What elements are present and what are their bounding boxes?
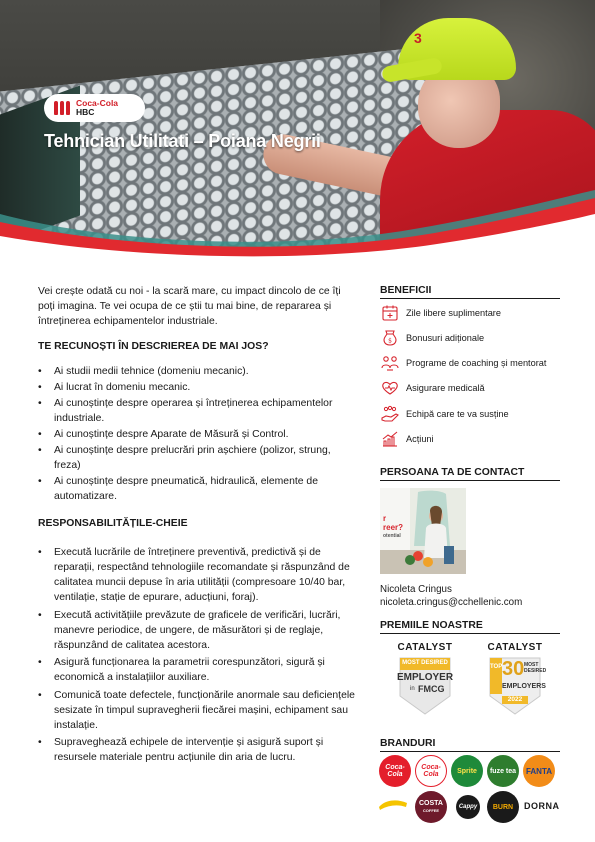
list-item: • Ai cunoștințe despre Aparate de Măsură și Control. <box>38 427 358 442</box>
list-item: • Ai cunoștințe despre prelucrări prin așchiere (polizor, strung, freza) <box>38 443 358 473</box>
cap-logo: 3 <box>414 30 422 46</box>
benefit-item <box>380 328 484 348</box>
medical-heart-icon <box>380 378 400 398</box>
award-line: MOST DESIRED <box>524 662 547 674</box>
divider <box>380 298 560 299</box>
coaching-icon <box>380 353 400 373</box>
coca-cola-hbc-logo <box>44 94 145 122</box>
responsibilities-heading: RESPONSABILITĂȚILE-CHEIE <box>38 518 188 529</box>
list-item: • Comunică toate defectele, funcționările anormale sau deficiențele sesizate în timpul supravegherii fiecărei mașini, echipament sau instalație. <box>38 688 358 733</box>
coca-cola-logo: Coca-Cola <box>379 755 411 787</box>
photo-sign-text: otential <box>383 533 401 539</box>
benefit-item <box>380 303 501 323</box>
contact-photo <box>380 488 466 574</box>
hero-banner <box>0 0 595 262</box>
burn-logo: BURN <box>487 791 519 823</box>
requirements-list <box>38 364 358 505</box>
fuze-tea-logo: fuze tea <box>487 755 519 787</box>
award-year: 2022 <box>507 696 523 703</box>
benefit-label: Programe de coaching și mentorat <box>406 358 547 368</box>
award-line: FMCG <box>418 684 445 694</box>
photo-sign-text: reer? <box>383 523 404 532</box>
benefit-item <box>380 353 546 373</box>
benefit-item <box>380 378 485 398</box>
contact-heading: PERSOANA TA DE CONTACT <box>380 467 525 478</box>
divider <box>380 751 560 752</box>
costa-sub-text: COFFEE <box>422 808 440 813</box>
stocks-chart-icon <box>380 429 400 449</box>
award-line: in <box>410 686 415 692</box>
team-hand-icon <box>380 404 400 424</box>
intro-paragraph: Vei crește odată cu noi - la scară mare, cu impact dincolo de ce îți poți imagina. Te vei ocupa de ce știi tu mai bine, de repararea și întreținerea echipamentelor industriale. <box>38 286 341 327</box>
list-item: • Ai cunoștințe despre pneumatică, hidraulică, elemente de automatizare. <box>38 474 358 504</box>
award-brand: CATALYST <box>487 642 543 653</box>
award-badge-most-desired-employer <box>396 642 454 714</box>
sprite-logo: Sprite <box>451 755 483 787</box>
costa-coffee-logo <box>415 791 447 823</box>
bonus-bag-icon <box>380 328 400 348</box>
logo-hbc-text: HBC <box>76 107 95 117</box>
awards-heading: PREMIILE NOASTRE <box>380 620 483 631</box>
fanta-logo: FANTA <box>523 755 555 787</box>
schweppes-logo <box>378 797 408 811</box>
benefit-label: Zile libere suplimentare <box>406 308 501 318</box>
bottles-icon <box>54 101 70 115</box>
cappy-logo: Cappy <box>456 795 480 819</box>
list-item: • Asigură funcționarea la parametrii corespunzători, sigură și economică a instalațiilor auxiliare. <box>38 655 358 685</box>
job-title: Tehnician Utilitati – Poiana Negrii <box>44 131 321 151</box>
list-item: • Supraveghează echipele de intervenție și asigură suport și resursele materiale pentru acțiunile din aria de lucru. <box>38 735 358 765</box>
photo-sign-text: r <box>383 514 387 523</box>
award-brand: CATALYST <box>397 642 453 653</box>
list-item: • Ai cunoștințe despre operarea și întreținerea echipamentelor industriale. <box>38 396 358 426</box>
benefit-label: Acțiuni <box>406 434 434 444</box>
benefit-item <box>380 404 509 424</box>
award-line: TOP <box>490 664 503 670</box>
svg-text:$: $ <box>388 337 392 345</box>
list-item: • Execută lucrările de întreținere preventivă, predictivă și de reparații, respectând tehnologiile recomandate și răspunzând de calitatea muncii depuse în aria utilității (compresoare 10/40 bar, ventilație, stație de epurare, aducțiuni, foraj). <box>38 545 358 605</box>
responsibilities-list <box>38 545 358 768</box>
list-item: • Ai studii medii tehnice (domeniu mecanic). <box>38 364 358 379</box>
costa-text: COSTA <box>419 800 443 807</box>
award-line: 30 <box>502 658 525 680</box>
award-line: EMPLOYERS <box>502 683 546 690</box>
calendar-icon <box>380 303 400 323</box>
coca-cola-zero-logo: Coca-Cola <box>415 755 447 787</box>
award-line: EMPLOYER <box>396 672 454 683</box>
dorna-logo: DORNA <box>524 801 560 811</box>
contact-email[interactable]: nicoleta.cringus@cchellenic.com <box>380 597 523 608</box>
contact-info <box>380 583 522 609</box>
divider <box>380 633 560 634</box>
benefits-heading: BENEFICII <box>380 285 432 296</box>
contact-name: Nicoleta Cringus <box>380 584 452 595</box>
recognize-heading: TE RECUNOȘTI ÎN DESCRIEREA DE MAI JOS? <box>38 341 269 352</box>
award-line: MOST DESIRED <box>402 660 448 666</box>
benefit-label: Asigurare medicală <box>406 383 485 393</box>
benefit-label: Bonusuri adiționale <box>406 333 485 343</box>
list-item: • Ai lucrat în domeniu mecanic. <box>38 380 358 395</box>
benefit-item <box>380 429 434 449</box>
award-badge-top-30-employers <box>486 642 547 714</box>
logo-brand-text: Coca-Cola <box>76 98 119 108</box>
divider <box>380 480 560 481</box>
brands-heading: BRANDURI <box>380 738 436 749</box>
list-item: • Execută activitățiile prevăzute de graficele de verificări, lucrări, manevre periodice, de ungere, de măsurători și de reglaje, răspunzând de calitatea acestora. <box>38 608 358 653</box>
benefit-label: Echipă care te va susține <box>406 409 509 419</box>
